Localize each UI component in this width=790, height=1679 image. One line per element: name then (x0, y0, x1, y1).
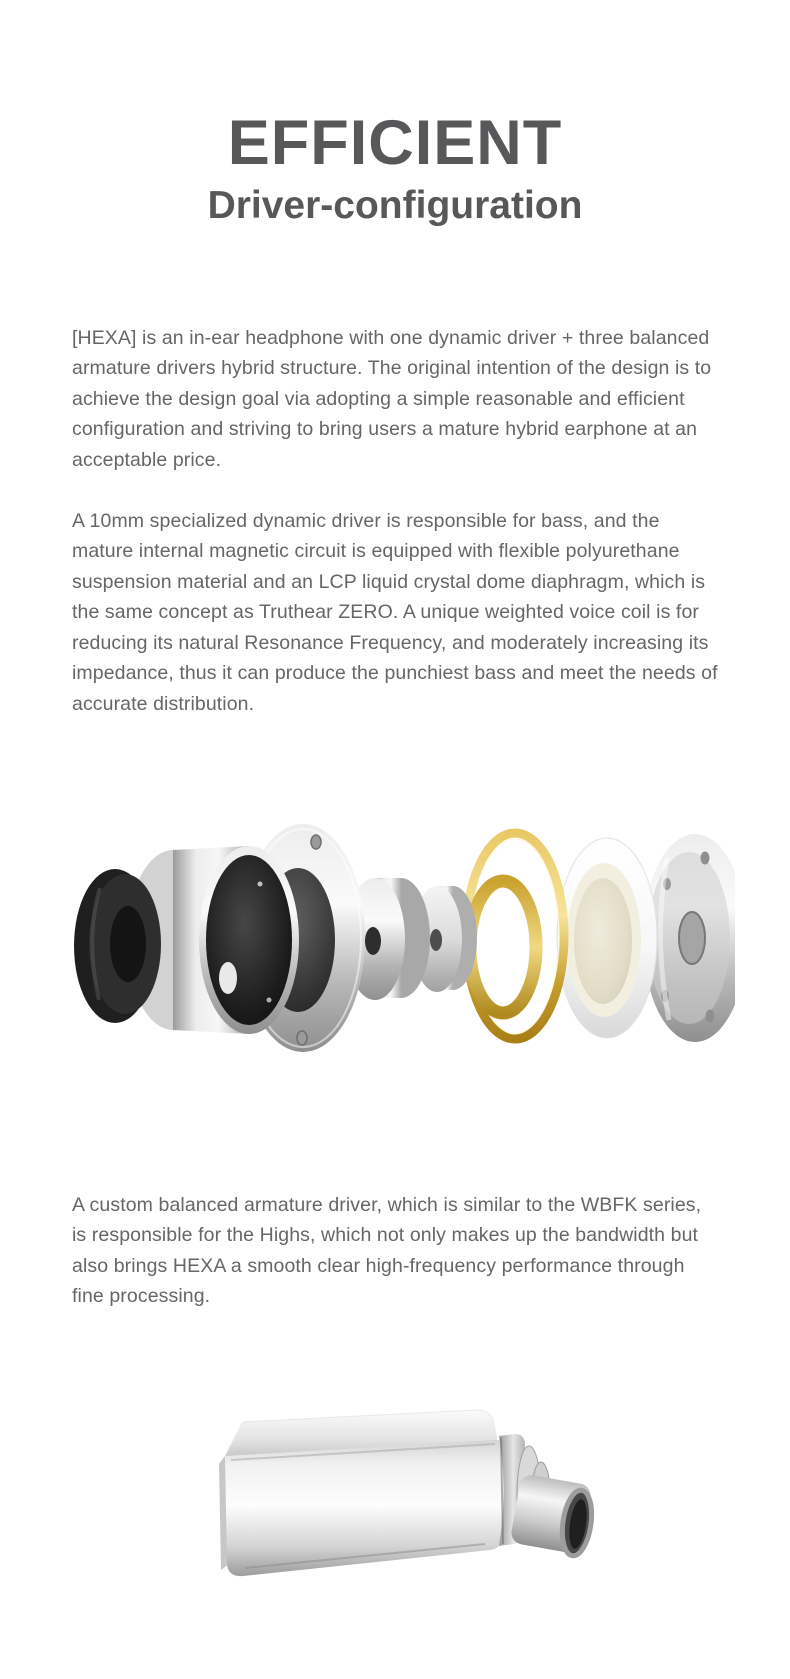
dynamic-driver-exploded-image (55, 788, 735, 1088)
page-title: EFFICIENT (227, 108, 563, 178)
ba-driver-graphic (185, 1318, 605, 1598)
ba-driver-nozzle (510, 1446, 596, 1558)
balanced-armature-paragraph: A custom balanced armature driver, which is similar to the WBFK series, is responsible for the Highs, which not only makes up the bandwidth but also brings HEXA a smooth clear high-frequency performance through fine processing. (72, 1193, 702, 1308)
ba-driver-body (219, 1410, 525, 1576)
balanced-armature-driver-image (185, 1318, 605, 1598)
exploded-driver-graphic (55, 788, 735, 1088)
page-subtitle: Driver-configuration (207, 184, 583, 227)
driver-diaphragm (557, 838, 657, 1038)
section-header (0, 108, 790, 227)
intro-paragraph: [HEXA] is an in-ear headphone with one dynamic driver + three balanced armature drivers hybrid structure. The original intention of the design is to achieve the design goal via adopting a simple reasonable and efficient configuration and striving to bring users a mature hybrid earphone at an acceptable price. (72, 326, 712, 471)
dynamic-driver-paragraph: A 10mm specialized dynamic driver is responsible for bass, and the mature internal magnetic circuit is equipped with flexible polyurethane suspension material and an LCP liquid crystal dome diaphragm, which is the same concept as Truthear ZERO. A unique weighted voice coil is for reducing its natural Resonance Frequency, and moderately increasing its impedance, thus it can produce the punchiest bass and meet the needs of accurate distribution. (72, 509, 718, 716)
gold-voice-coil-ring (466, 833, 564, 1039)
